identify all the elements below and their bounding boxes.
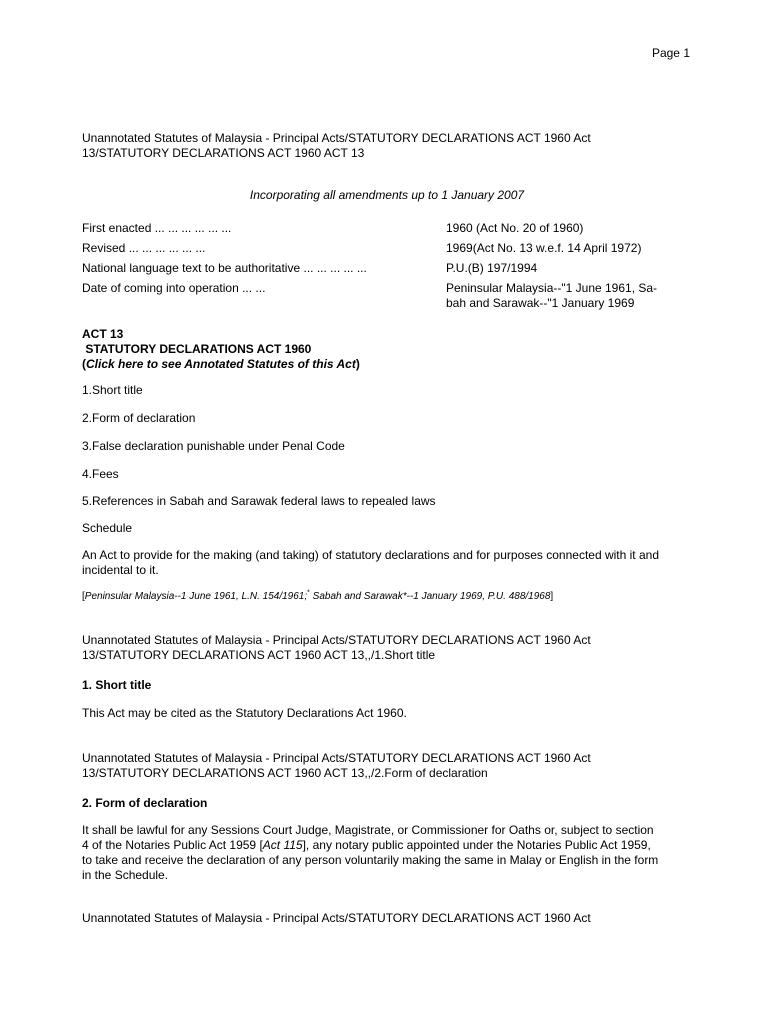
meta-value-line: Peninsular Malaysia--"1 June 1961, Sa-: [446, 281, 658, 295]
meta-label: First enacted ... ... ... ... ... ...: [82, 221, 232, 235]
section-1-header: [82, 633, 692, 663]
act-preamble: [82, 548, 692, 578]
dates-note-part: Sabah and Sarawak*--1 January 1969, P.U. 488/1968: [309, 591, 551, 602]
annotated-link-line: [82, 357, 692, 372]
statute-header: [82, 131, 692, 161]
bracket-close: ]: [550, 591, 554, 602]
statute-header-line: Unannotated Statutes of Malaysia - Principal Acts/STATUTORY DECLARATIONS ACT 1960 Act: [82, 911, 591, 925]
preamble-line: incidental to it.: [82, 563, 159, 577]
meta-value: 1960 (Act No. 20 of 1960): [446, 221, 584, 235]
body-text: 4 of the Notaries Public Act 1959 [: [82, 838, 263, 852]
statute-header-line: Unannotated Statutes of Malaysia - Principal Acts/STATUTORY DECLARATIONS ACT 1960 Act: [82, 633, 591, 647]
body-line: [82, 838, 692, 853]
link-paren-open: (: [82, 357, 86, 371]
toc-item[interactable]: 4.Fees: [82, 467, 119, 481]
section-2-heading: 2. Form of declaration: [82, 796, 208, 810]
toc-item[interactable]: 1.Short title: [82, 383, 143, 397]
bracket-open: [: [82, 591, 85, 602]
toc-item[interactable]: 5.References in Sabah and Sarawak federal laws to repealed laws: [82, 494, 436, 508]
statute-header-line: Unannotated Statutes of Malaysia - Principal Acts/STATUTORY DECLARATIONS ACT 1960 Act: [82, 131, 591, 145]
meta-value: [446, 281, 676, 311]
preamble-line: An Act to provide for the making (and taking) of statutory declarations and for purposes connected with it and: [82, 548, 659, 562]
act-title: STATUTORY DECLARATIONS ACT 1960: [82, 342, 312, 356]
page-number: Page 1: [651, 46, 690, 60]
commencement-dates-note: [82, 590, 692, 603]
dates-note-part: Peninsular Malaysia--1 June 1961, L.N. 154/1961;: [84, 591, 308, 602]
toc-item[interactable]: 3.False declaration punishable under Penal Code: [82, 439, 345, 453]
annotated-statutes-link[interactable]: Click here to see Annotated Statutes of this Act: [86, 357, 356, 371]
footnote-marker: *: [307, 589, 310, 597]
meta-label: Revised ... ... ... ... ... ...: [82, 241, 206, 255]
act-title-block: [82, 327, 692, 372]
meta-value-line: bah and Sarawak--"1 January 1969: [446, 296, 635, 310]
statute-header-line: 13/STATUTORY DECLARATIONS ACT 1960 ACT 13,,/2.Form of declaration: [82, 766, 488, 780]
body-line: to take and receive the declaration of any person voluntarily making the same in Malay or English in the form: [82, 853, 659, 867]
statute-header-line: 13/STATUTORY DECLARATIONS ACT 1960 ACT 13: [82, 146, 365, 160]
body-text: ], any notary public appointed under the Notaries Public Act 1959,: [302, 838, 651, 852]
toc-item[interactable]: 2.Form of declaration: [82, 411, 196, 425]
link-paren-close: ): [355, 357, 360, 371]
body-line: It shall be lawful for any Sessions Court Judge, Magistrate, or Commissioner for Oaths or, subject to section: [82, 823, 654, 837]
act-reference: Act 115: [262, 838, 303, 852]
statute-header-line: Unannotated Statutes of Malaysia - Principal Acts/STATUTORY DECLARATIONS ACT 1960 Act: [82, 751, 591, 765]
section-3-header: [82, 911, 692, 926]
act-number: ACT 13: [82, 327, 124, 341]
section-2-header: [82, 751, 692, 781]
meta-label: National language text to be authoritative ... ... ... ... ...: [82, 261, 367, 275]
meta-label: Date of coming into operation ... ...: [82, 281, 266, 295]
section-1-body: This Act may be cited as the Statutory Declarations Act 1960.: [82, 706, 407, 720]
section-1-heading: 1. Short title: [82, 678, 152, 692]
meta-value: P.U.(B) 197/1994: [446, 261, 538, 275]
statute-header-line: 13/STATUTORY DECLARATIONS ACT 1960 ACT 13,,/1.Short title: [82, 648, 436, 662]
toc-item[interactable]: Schedule: [82, 521, 133, 535]
meta-value: 1969(Act No. 13 w.e.f. 14 April 1972): [446, 241, 642, 255]
section-2-body: [82, 823, 692, 883]
amendments-note: Incorporating all amendments up to 1 January 2007: [249, 188, 525, 202]
body-line: in the Schedule.: [82, 868, 169, 882]
